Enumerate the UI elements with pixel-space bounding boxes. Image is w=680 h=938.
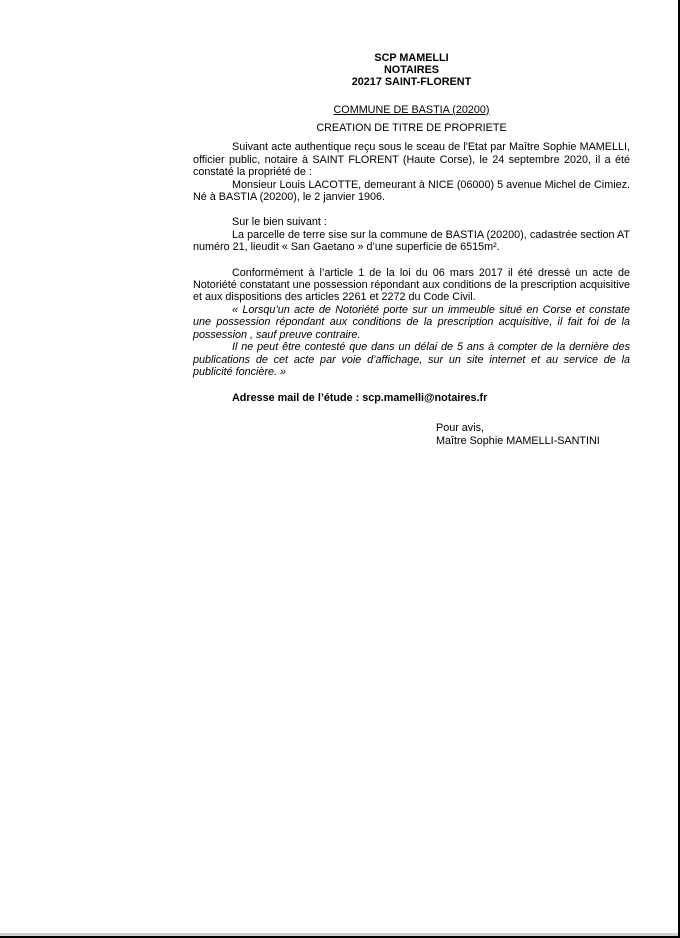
paragraph-deed: Suivant acte authentique reçu sous le sceau de l'Etat par Maître Sophie MAMELLI, officier public, notaire à SAINT FLORENT (Haute Corse), le 24 septembre 2020, il a été constaté la propriété de : — [193, 141, 630, 179]
paragraph-property: La parcelle de terre sise sur la commune de BASTIA (20200), cadastrée section AT numéro 21, lieudit « San Gaetano » d’une superficie de 6515m². — [193, 228, 630, 254]
letterhead — [193, 52, 630, 89]
signature-block — [436, 422, 630, 448]
paragraph-quote-1: « Lorsqu’un acte de Notoriété porte sur un immeuble situé en Corse et constate une possession répondant aux conditions de la prescription acquisitive, il fait foi de la possession , sauf preuve contraire. — [193, 303, 630, 341]
commune-heading: COMMUNE DE BASTIA (20200) — [333, 103, 490, 116]
signature-name: Maître Sophie MAMELLI-SANTINI — [436, 434, 600, 447]
paragraph-quote-2: Il ne peut être contesté que dans un délai de 5 ans à compter de la dernière des publications de cet acte par voie d’affichage, sur un site internet et au service de la publicité foncière. » — [193, 341, 630, 378]
paragraph-law: Conformément à l’article 1 de la loi du 06 mars 2017 il été dressé un acte de Notoriété constatant une possession répondant aux conditions de la prescription acquisitive et aux dispositions des articles 2261 et 2272 du Code Civil. — [193, 266, 630, 304]
firm-address: 20217 SAINT-FLORENT — [351, 76, 472, 89]
signature-salutation: Pour avis, — [436, 421, 485, 434]
firm-name: SCP MAMELLI — [374, 52, 449, 64]
document-title: CREATION DE TITRE DE PROPRIETE — [316, 122, 507, 135]
office-email: Adresse mail de l’étude : scp.mamelli@notaires.fr — [232, 392, 488, 405]
firm-profession: NOTAIRES — [384, 64, 439, 77]
paragraph-property-intro: Sur le bien suivant : — [232, 216, 327, 229]
document-page — [193, 52, 630, 448]
paragraph-owner: Monsieur Louis LACOTTE, demeurant à NICE (06000) 5 avenue Michel de Cimiez. Né à BASTIA (20200), le 2 janvier 1906. — [193, 178, 630, 204]
